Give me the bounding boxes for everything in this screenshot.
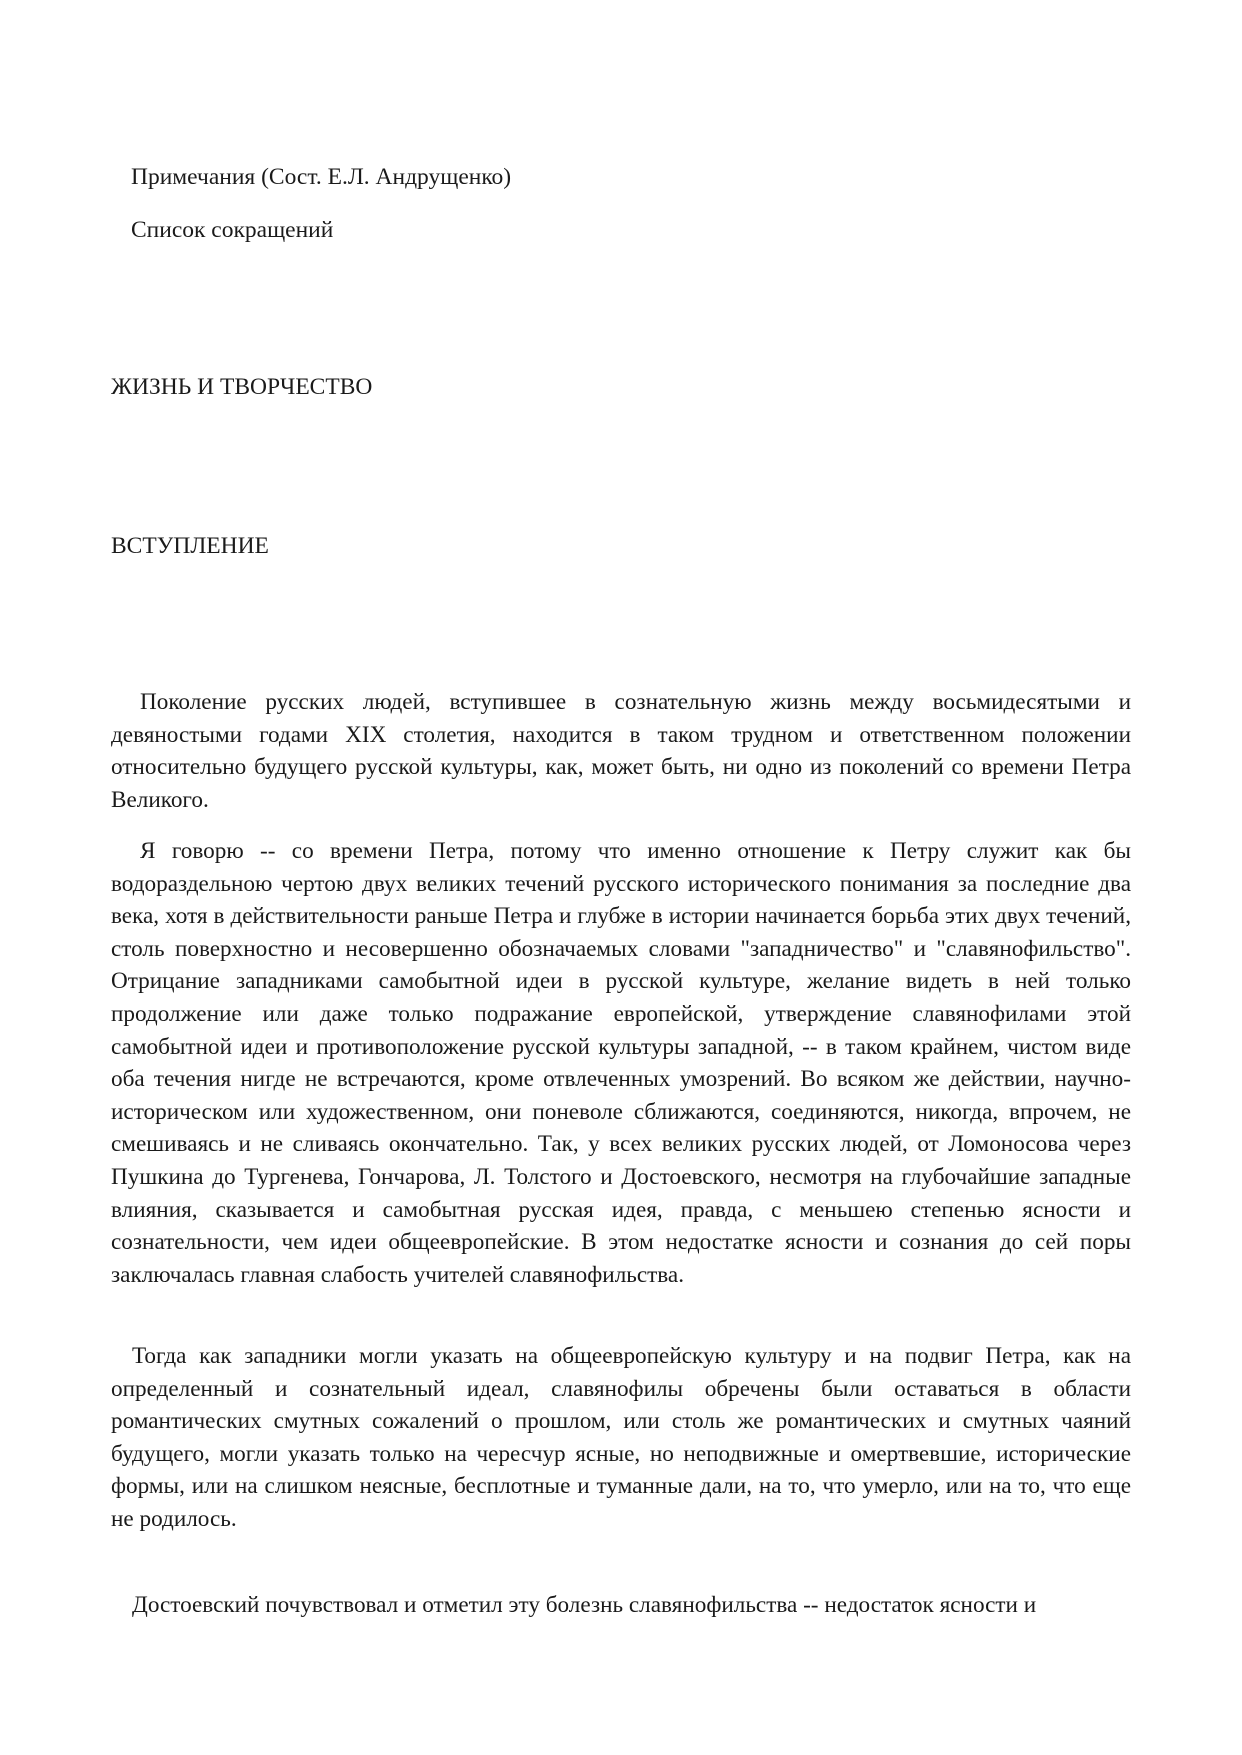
- paragraph-3: Тогда как западники могли указать на общеевропейскую культуру и на подвиг Петра, как на определенный и сознательный идеал, славянофилы обречены были оставаться в области романтических смутных сожалений о прошлом, или столь же романтических и смутных чаяний будущего, могли указать только на чересчур ясные, но неподвижные и омертвевшие, исторические формы, или на слишком неясные, бесплотные и туманные дали, на то, что умерло, или на то, что еще не родилось.: [111, 1343, 1131, 1532]
- heading-life-and-work: ЖИЗНЬ И ТВОРЧЕСТВО: [111, 374, 373, 400]
- paragraph-4: Достоевский почувствовал и отметил эту болезнь славянофильства -- недостаток ясности и: [132, 1592, 1037, 1618]
- paragraph-1: Поколение русских людей, вступившее в сознательную жизнь между восьмидесятыми и девяностыми годами XIX столетия, находится в таком трудном и ответственном положении относительно будущего русской культуры, как, может быть, ни одно из поколений со времени Петра Великого.: [111, 689, 1131, 813]
- toc-entry-notes: Примечания (Сост. Е.Л. Андрущенко): [131, 164, 512, 190]
- toc-entry-abbreviations: Список сокращений: [131, 217, 334, 243]
- heading-introduction: ВСТУПЛЕНИЕ: [111, 533, 269, 559]
- paragraph-2: Я говорю -- со времени Петра, потому что именно отношение к Петру служит как бы водораздельною чертою двух великих течений русского исторического понимания за последние два века, хотя в действительности раньше Петра и глубже в истории начинается борьба этих двух течений, столь поверхностно и несовершенно обозначаемых словами "западничество" и "славянофильство". Отрицание западниками самобытной идеи в русской культуре, желание видеть в ней только продолжение или даже только подражание европейской, утверждение славянофилами этой самобытной идеи и противоположение русской культуры западной, -- в таком крайнем, чистом виде оба течения нигде не встречаются, кроме отвлеченных умозрений. Во всяком же действии, научно-историческом или художественном, они поневоле сближаются, соединяются, никогда, впрочем, не смешиваясь и не сливаясь окончательно. Так, у всех великих русских людей, от Ломоносова через Пушкина до Тургенева, Гончарова, Л. Толстого и Достоевского, несмотря на глубочайшие западные влияния, сказывается и самобытная русская идея, правда, с меньшею степенью ясности и сознательности, чем идеи общеевропейские. В этом недостатке ясности и сознания до сей поры заключалась главная слабость учителей славянофильства.: [111, 838, 1131, 1288]
